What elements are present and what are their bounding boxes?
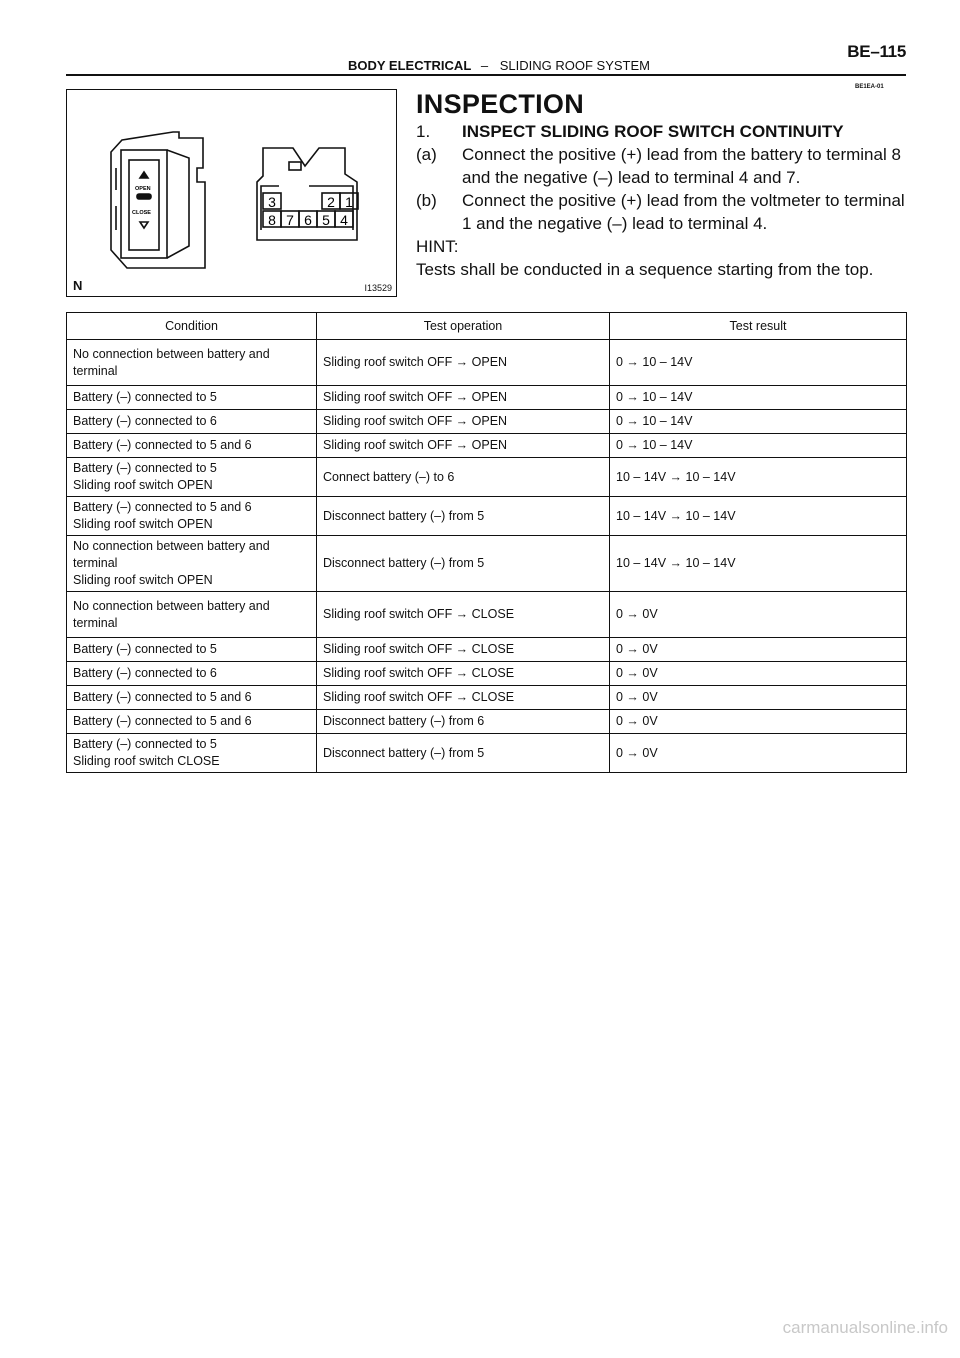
watermark: carmanualsonline.info <box>782 1318 948 1337</box>
table-row <box>67 410 907 434</box>
section-dash: – <box>480 58 489 73</box>
cell-test-operation: Disconnect battery (–) from 5 <box>317 536 610 592</box>
terminal-4: 4 <box>340 212 348 228</box>
terminal-3: 3 <box>268 194 276 210</box>
cell-test-operation: Sliding roof switch OFF → CLOSE <box>317 686 610 710</box>
cell-test-operation: Connect battery (–) to 6 <box>317 458 610 497</box>
header-condition: Condition <box>67 313 317 340</box>
cell-condition: Battery (–) connected to 5 and 6 <box>67 434 317 458</box>
terminal-7: 7 <box>286 212 294 228</box>
terminal-1: 1 <box>345 194 353 210</box>
inspection-block <box>416 88 912 281</box>
cell-test-result: 10 – 14V → 10 – 14V <box>610 536 907 592</box>
table-row <box>67 434 907 458</box>
table-row <box>67 386 907 410</box>
cell-condition: Battery (–) connected to 5 <box>67 638 317 662</box>
cell-condition: Battery (–) connected to 5 and 6 <box>67 686 317 710</box>
hint-text: Tests shall be conducted in a sequence starting from the top. <box>416 260 874 279</box>
step-1-title: INSPECT SLIDING ROOF SWITCH CONTINUITY <box>462 122 844 141</box>
cell-test-result: 10 – 14V → 10 – 14V <box>610 458 907 497</box>
table-row <box>67 340 907 386</box>
cell-condition: Battery (–) connected to 6 <box>67 662 317 686</box>
cell-test-operation: Sliding roof switch OFF → OPEN <box>317 386 610 410</box>
switch-connector-figure <box>66 89 397 297</box>
table-row <box>67 536 907 592</box>
table-row <box>67 592 907 638</box>
table-row <box>67 710 907 734</box>
section-title <box>348 58 650 73</box>
terminal-5: 5 <box>322 212 330 228</box>
cell-condition: No connection between battery and terminal <box>67 340 317 386</box>
cell-test-operation: Sliding roof switch OFF → OPEN <box>317 410 610 434</box>
cell-test-operation: Sliding roof switch OFF → OPEN <box>317 434 610 458</box>
table-body <box>67 340 907 773</box>
figure-code: I13529 <box>364 283 392 293</box>
table-row <box>67 497 907 536</box>
cell-condition: Battery (–) connected to 5 Sliding roof switch CLOSE <box>67 734 317 773</box>
hint-label: HINT: <box>416 237 459 256</box>
terminal-2: 2 <box>327 194 335 210</box>
cell-test-operation: Disconnect battery (–) from 5 <box>317 734 610 773</box>
cell-test-operation: Disconnect battery (–) from 5 <box>317 497 610 536</box>
table-row <box>67 734 907 773</box>
cell-test-result: 0 → 0V <box>610 638 907 662</box>
terminal-6: 6 <box>304 212 312 228</box>
cell-condition: Battery (–) connected to 5 Sliding roof switch OPEN <box>67 458 317 497</box>
cell-test-operation: Sliding roof switch OFF → OPEN <box>317 340 610 386</box>
cell-condition: Battery (–) connected to 5 <box>67 386 317 410</box>
step-1-number: 1. <box>416 122 431 141</box>
header-rule <box>66 74 906 76</box>
section-sub: SLIDING ROOF SYSTEM <box>499 58 650 73</box>
cell-test-operation: Sliding roof switch OFF → CLOSE <box>317 662 610 686</box>
continuity-table-wrap <box>66 312 906 773</box>
step-a <box>416 143 912 189</box>
step-b-text: Connect the positive (+) lead from the voltmeter to terminal 1 and the negative (–) lead to terminal 4. <box>462 191 905 233</box>
step-1 <box>416 120 912 143</box>
page-number: BE–115 <box>847 42 906 61</box>
cell-test-result: 10 – 14V → 10 – 14V <box>610 497 907 536</box>
open-label: OPEN <box>135 186 151 192</box>
cell-test-operation: Disconnect battery (–) from 6 <box>317 710 610 734</box>
doc-code: BE1EA-01 <box>855 84 884 90</box>
table-row <box>67 686 907 710</box>
cell-test-operation: Sliding roof switch OFF → CLOSE <box>317 592 610 638</box>
cell-test-result: 0 → 10 – 14V <box>610 386 907 410</box>
cell-test-result: 0 → 10 – 14V <box>610 434 907 458</box>
cell-condition: Battery (–) connected to 5 and 6 <box>67 710 317 734</box>
cell-test-result: 0 → 10 – 14V <box>610 340 907 386</box>
step-a-text: Connect the positive (+) lead from the battery to terminal 8 and the negative (–) lead to terminal 4 and 7. <box>462 145 901 187</box>
cell-test-operation: Sliding roof switch OFF → CLOSE <box>317 638 610 662</box>
cell-test-result: 0 → 0V <box>610 710 907 734</box>
cell-test-result: 0 → 0V <box>610 662 907 686</box>
table-row <box>67 458 907 497</box>
cell-test-result: 0 → 0V <box>610 592 907 638</box>
table-row <box>67 662 907 686</box>
close-label: CLOSE <box>132 210 151 216</box>
table-row <box>67 638 907 662</box>
cell-condition: No connection between battery and terminal <box>67 592 317 638</box>
table-header-row <box>67 313 907 340</box>
cell-test-result: 0 → 0V <box>610 686 907 710</box>
page-header <box>66 40 906 76</box>
cell-condition: Battery (–) connected to 6 <box>67 410 317 434</box>
switch-connector-drawing <box>67 90 398 298</box>
terminal-8: 8 <box>268 212 276 228</box>
header-test-operation: Test operation <box>317 313 610 340</box>
cell-test-result: 0 → 0V <box>610 734 907 773</box>
figure-letter: N <box>73 278 83 293</box>
cell-condition: Battery (–) connected to 5 and 6 Sliding roof switch OPEN <box>67 497 317 536</box>
step-b-label: (b) <box>416 191 437 210</box>
step-b <box>416 189 912 235</box>
continuity-table <box>66 312 907 773</box>
section-main: BODY ELECTRICAL <box>348 58 472 73</box>
cell-condition: No connection between battery and terminal Sliding roof switch OPEN <box>67 536 317 592</box>
header-test-result: Test result <box>610 313 907 340</box>
inspection-title: INSPECTION <box>416 89 585 119</box>
cell-test-result: 0 → 10 – 14V <box>610 410 907 434</box>
step-a-label: (a) <box>416 145 437 164</box>
